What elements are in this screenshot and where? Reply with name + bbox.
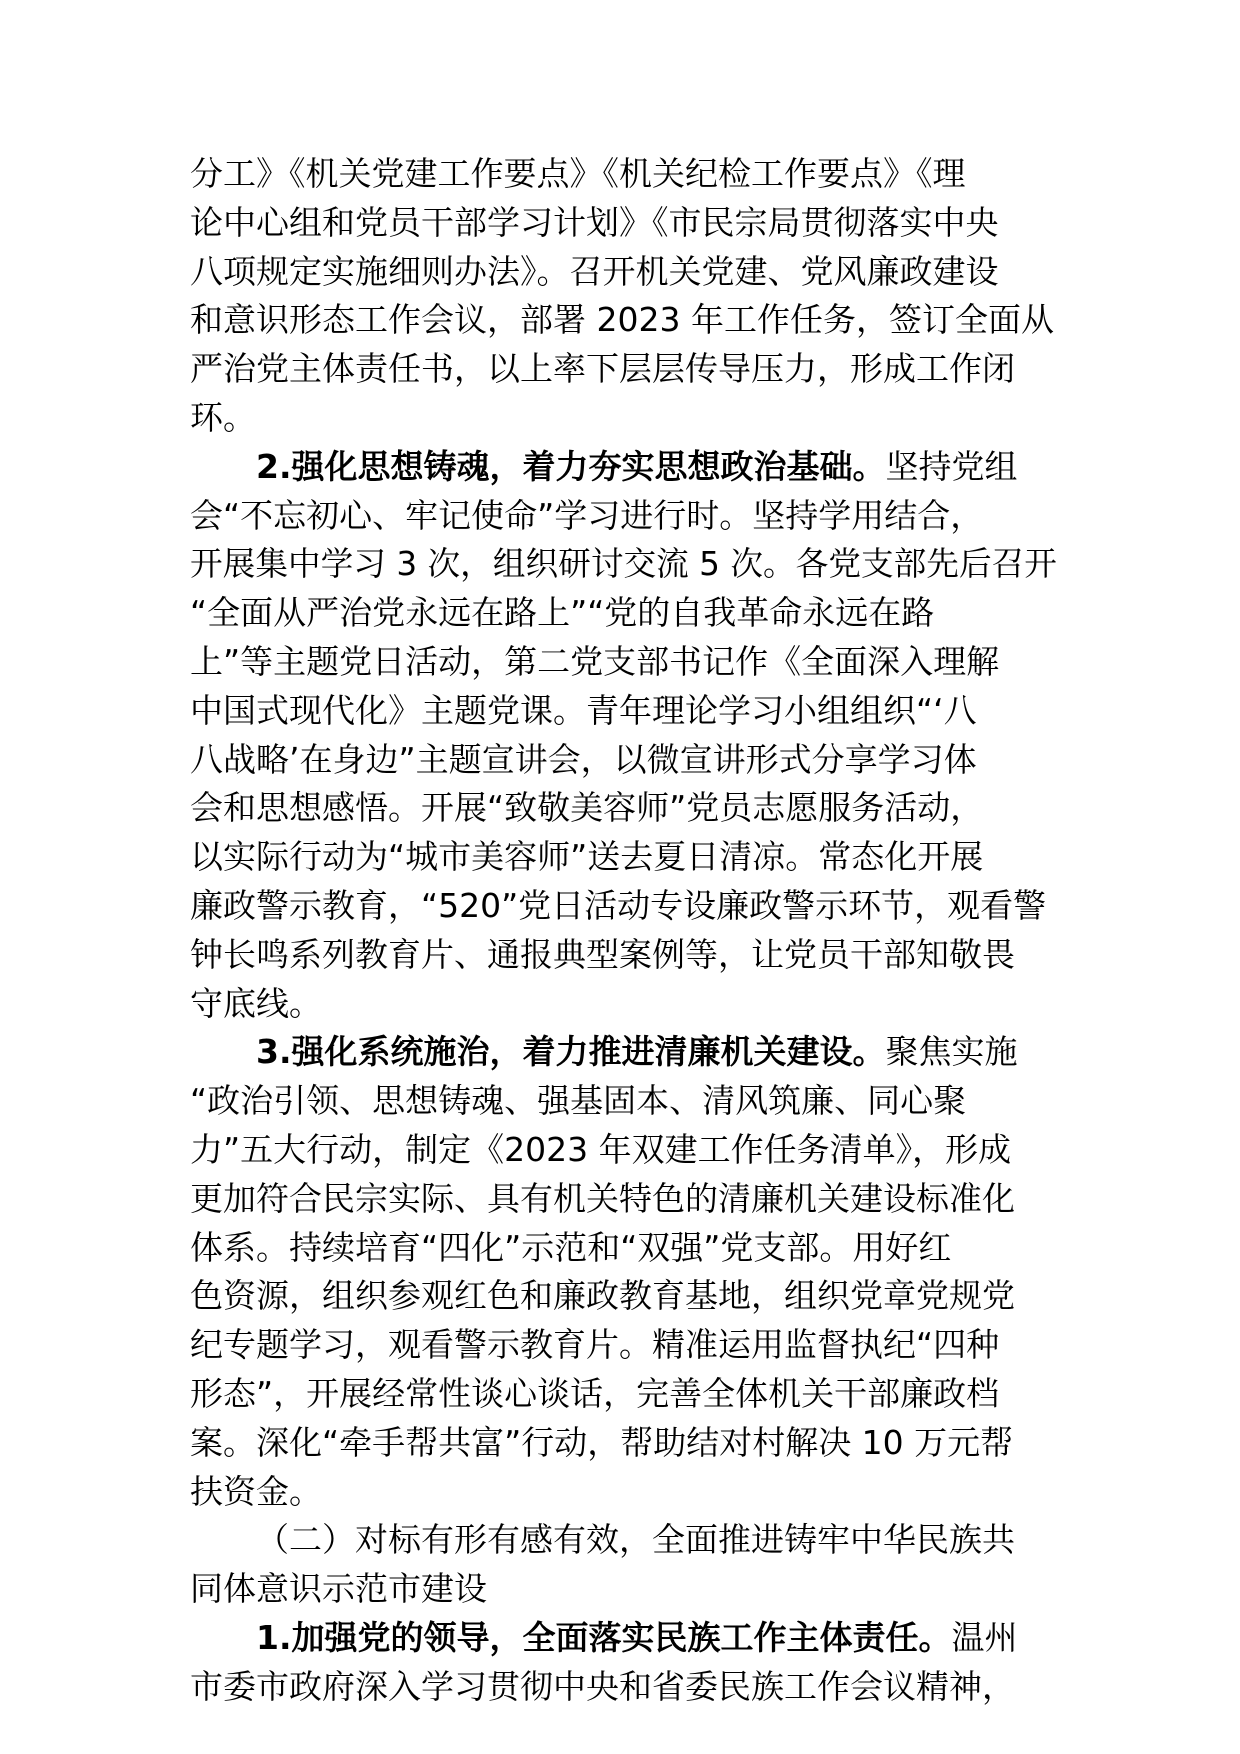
text-line: 体系。持续培育“四化”示范和“双强”党支部。用好红 <box>190 1227 952 1267</box>
text-line: 分工》《机关党建工作要点》《机关纪检工作要点》《理 <box>190 154 966 193</box>
text-line: 会“不忘初心、牢记使命”学习进行时。坚持学用结合， <box>190 495 984 535</box>
item-3-lead-text: 聚焦实施 <box>885 1032 1018 1072</box>
text-line: 色资源，组织参观红色和廉政教育基地，组织党章党规党 <box>190 1276 1015 1316</box>
text-line: 同体意识示范市建设 <box>190 1569 487 1609</box>
item-1-lead-text: 温州 <box>951 1617 1018 1657</box>
item-1-heading: 1.加强党的领导，全面落实民族工作主体责任。 <box>256 1617 952 1657</box>
text-line: 严治党主体责任书，以上率下层层传导压力，形成工作闭 <box>190 349 1015 389</box>
text-line: 和意识形态工作会议，部署 2023 年工作任务，签订全面从 <box>190 300 1054 340</box>
text-line: 纪专题学习，观看警示教育片。精准运用监督执纪“四种 <box>190 1325 1000 1365</box>
text-line <box>190 1028 1057 1077</box>
text-line: “政治引领、思想铸魂、强基固本、清风筑廉、同心聚 <box>190 1081 967 1121</box>
text-line: 守底线。 <box>190 983 322 1023</box>
text-line: 廉政警示教育，“520”党日活动专设廉政警示环节，观看警 <box>190 885 1047 925</box>
paragraph-item-2 <box>190 443 1057 1029</box>
text-line: 以实际行动为“城市美容师”送去夏日清凉。常态化开展 <box>190 837 984 877</box>
item-2-lead-text: 坚持党组 <box>885 446 1018 486</box>
text-line: 中国式现代化》主题党课。青年理论学习小组组织“‘八 <box>190 690 977 730</box>
section-heading-2 <box>190 1516 1057 1614</box>
text-line: 八战略’在身边”主题宣讲会，以微宣讲形式分享学习体 <box>190 739 977 779</box>
text-line: 形态”，开展经常性谈心谈话，完善全体机关干部廉政档 <box>190 1373 1000 1413</box>
text-line: “全面从严治党永远在路上”“党的自我革命永远在路 <box>190 593 935 633</box>
text-line <box>190 443 1057 492</box>
text-line: 力”五大行动，制定《2023 年双建工作任务清单》，形成 <box>190 1129 1012 1169</box>
text-line: （二）对标有形有感有效，全面推进铸牢中华民族共 <box>256 1520 1015 1560</box>
text-line: 八项规定实施细则办法》。召开机关党建、党风廉政建设 <box>190 251 999 291</box>
text-line <box>190 1614 1057 1663</box>
text-line: 开展集中学习 3 次，组织研讨交流 5 次。各党支部先后召开 <box>190 544 1057 584</box>
text-line: 更加符合民宗实际、具有机关特色的清廉机关建设标准化 <box>190 1178 1015 1218</box>
text-line: 上”等主题党日活动，第二党支部书记作《全面深入理解 <box>190 641 1000 681</box>
item-3-heading: 3.强化系统施治，着力推进清廉机关建设。 <box>256 1032 886 1072</box>
text-line: 案。深化“牵手帮共富”行动，帮助结对村解决 10 万元帮 <box>190 1422 1014 1462</box>
paragraph-intro-continued <box>190 150 1057 443</box>
text-line: 论中心组和党员干部学习计划》《市民宗局贯彻落实中央 <box>190 202 999 242</box>
text-line: 钟长鸣系列教育片、通报典型案例等，让党员干部知敬畏 <box>190 934 1015 974</box>
text-line: 环。 <box>190 397 256 437</box>
item-2-heading: 2.强化思想铸魂，着力夯实思想政治基础。 <box>256 446 886 486</box>
text-line: 扶资金。 <box>190 1471 322 1511</box>
text-line: 会和思想感悟。开展“致敬美容师”党员志愿服务活动， <box>190 788 984 828</box>
paragraph-item-1 <box>190 1614 1057 1712</box>
paragraph-item-3 <box>190 1028 1057 1516</box>
text-line: 市委市政府深入学习贯彻中央和省委民族工作会议精神， <box>190 1666 1015 1706</box>
document-page <box>190 150 1057 1712</box>
